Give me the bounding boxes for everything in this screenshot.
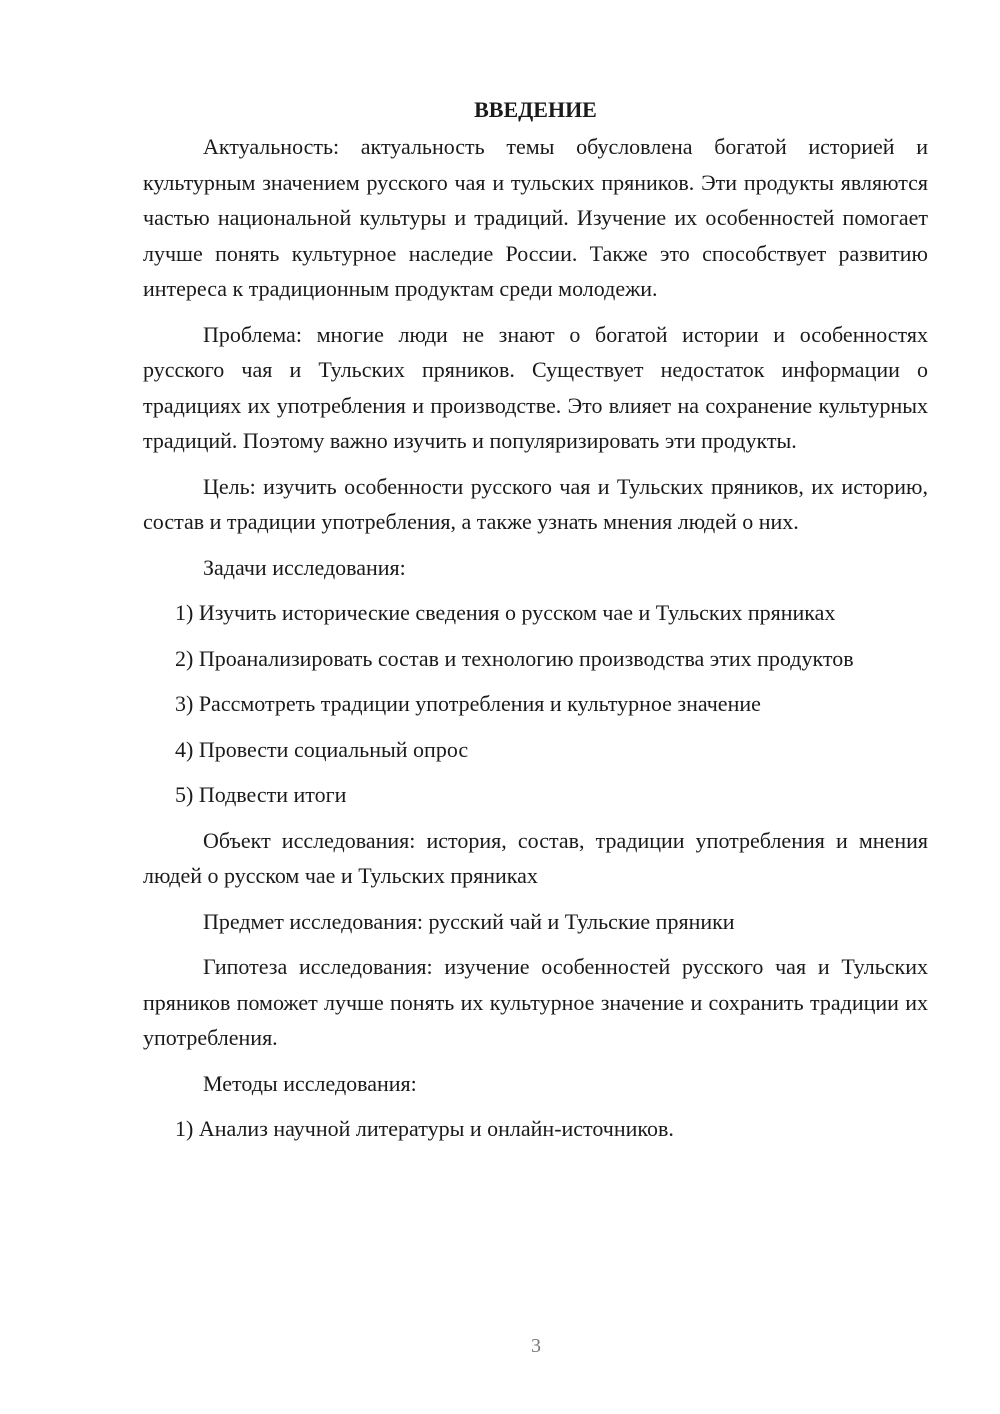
- relevance-paragraph: Актуальность: актуальность темы обусловлена богатой историей и культурным значением русского чая и тульских пряников. Эти продукты являются частью национальной культуры и традиций. Изучение их особенностей помогает лучше понять культурное наследие России. Также это способствует развитию интереса к традиционным продуктам среди молодежи.: [143, 134, 928, 301]
- methods-heading: Методы исследования:: [203, 1070, 417, 1096]
- tasks-heading: Задачи исследования:: [203, 554, 406, 580]
- task-item-4: 4) Провести социальный опрос: [175, 736, 469, 762]
- task-item-2: 2) Проанализировать состав и технологию производства этих продуктов: [175, 645, 854, 671]
- page-title: ВВЕДЕНИЕ: [474, 97, 597, 122]
- object-paragraph: Объект исследования: история, состав, традиции употребления и мнения людей о русском чае и Тульских пряниках: [143, 827, 928, 888]
- page-content: [143, 93, 928, 1157]
- goal-paragraph: Цель: изучить особенности русского чая и Тульских пряников, их историю, состав и традиции употребления, а также узнать мнения людей о них.: [143, 473, 928, 534]
- task-item-5: 5) Подвести итоги: [175, 782, 347, 807]
- task-item-1: 1) Изучить исторические сведения о русском чае и Тульских пряниках: [175, 600, 836, 625]
- task-item-3: 3) Рассмотреть традиции употребления и культурное значение: [175, 691, 761, 716]
- method-item-1: 1) Анализ научной литературы и онлайн-источников.: [175, 1116, 674, 1141]
- subject-paragraph: Предмет исследования: русский чай и Тульские пряники: [203, 908, 735, 934]
- page-number: 3: [531, 1335, 541, 1357]
- problem-paragraph: Проблема: многие люди не знают о богатой истории и особенностях русского чая и Тульских пряников. Существует недостаток информации о традициях их употребления и производстве. Это влияет на сохранение культурных традиций. Поэтому важно изучить и популяризировать эти продукты.: [143, 321, 928, 453]
- hypothesis-paragraph: Гипотеза исследования: изучение особенностей русского чая и Тульских пряников поможет лучше понять их культурное значение и сохранить традиции их употребления.: [143, 954, 928, 1050]
